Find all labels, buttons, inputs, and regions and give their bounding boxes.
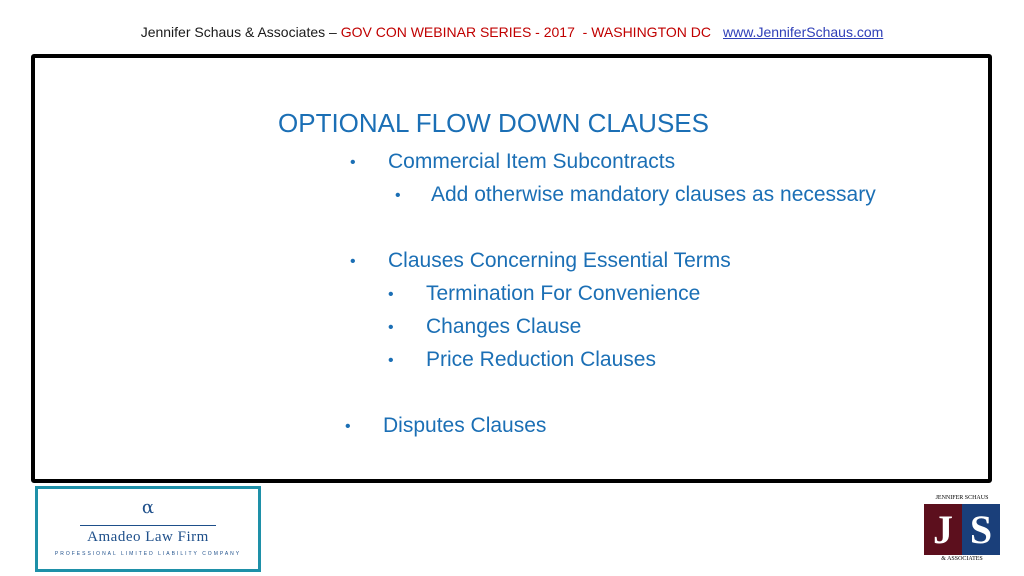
sub-bullet-item bbox=[388, 348, 656, 372]
bullet-text: Clauses Concerning Essential Terms bbox=[388, 249, 731, 272]
slide-title: OPTIONAL FLOW DOWN CLAUSES bbox=[278, 108, 709, 138]
logo-letter-boxes bbox=[924, 504, 1000, 555]
bullet-item bbox=[350, 249, 731, 273]
bullet-text: Changes Clause bbox=[426, 315, 582, 338]
logo-subtitle: PROFESSIONAL LIMITED LIABILITY COMPANY bbox=[54, 551, 242, 557]
bullet-text: Termination For Convenience bbox=[426, 282, 701, 305]
bullet-icon: • bbox=[345, 418, 351, 435]
js-associates-logo bbox=[924, 495, 1000, 565]
page-header bbox=[0, 24, 1024, 40]
logo-letter-s: S bbox=[962, 504, 1000, 555]
header-name: Jennifer Schaus & Associates – bbox=[140, 24, 341, 40]
logo-firm-name: Amadeo Law Firm bbox=[87, 529, 209, 545]
bullet-icon: • bbox=[350, 253, 356, 270]
bullet-icon: • bbox=[350, 154, 356, 171]
alpha-icon: α bbox=[141, 497, 155, 518]
logo-bottom-text: & ASSOCIATES bbox=[941, 556, 983, 562]
logo-letter-j: J bbox=[924, 504, 962, 555]
sub-bullet-item bbox=[395, 183, 876, 207]
sub-bullet-item bbox=[388, 315, 582, 339]
logo-divider bbox=[80, 525, 216, 526]
bullet-icon: • bbox=[388, 319, 394, 336]
bullet-icon: • bbox=[388, 286, 394, 303]
bullet-icon: • bbox=[395, 187, 401, 204]
bullet-icon: • bbox=[388, 352, 394, 369]
bullet-item bbox=[345, 414, 547, 438]
logo-top-text: JENNIFER SCHAUS bbox=[935, 495, 989, 501]
bullet-item bbox=[350, 150, 676, 174]
bullet-text: Add otherwise mandatory clauses as necessary bbox=[431, 183, 876, 206]
header-series: GOV CON WEBINAR SERIES - 2017 - WASHINGTON DC bbox=[340, 24, 711, 40]
bullet-text: Disputes Clauses bbox=[383, 414, 547, 437]
website-link[interactable]: www.JenniferSchaus.com bbox=[723, 24, 884, 40]
bullet-text: Commercial Item Subcontracts bbox=[388, 150, 676, 173]
bullet-text: Price Reduction Clauses bbox=[426, 348, 656, 371]
amadeo-law-firm-logo bbox=[35, 486, 261, 572]
sub-bullet-item bbox=[388, 282, 701, 306]
